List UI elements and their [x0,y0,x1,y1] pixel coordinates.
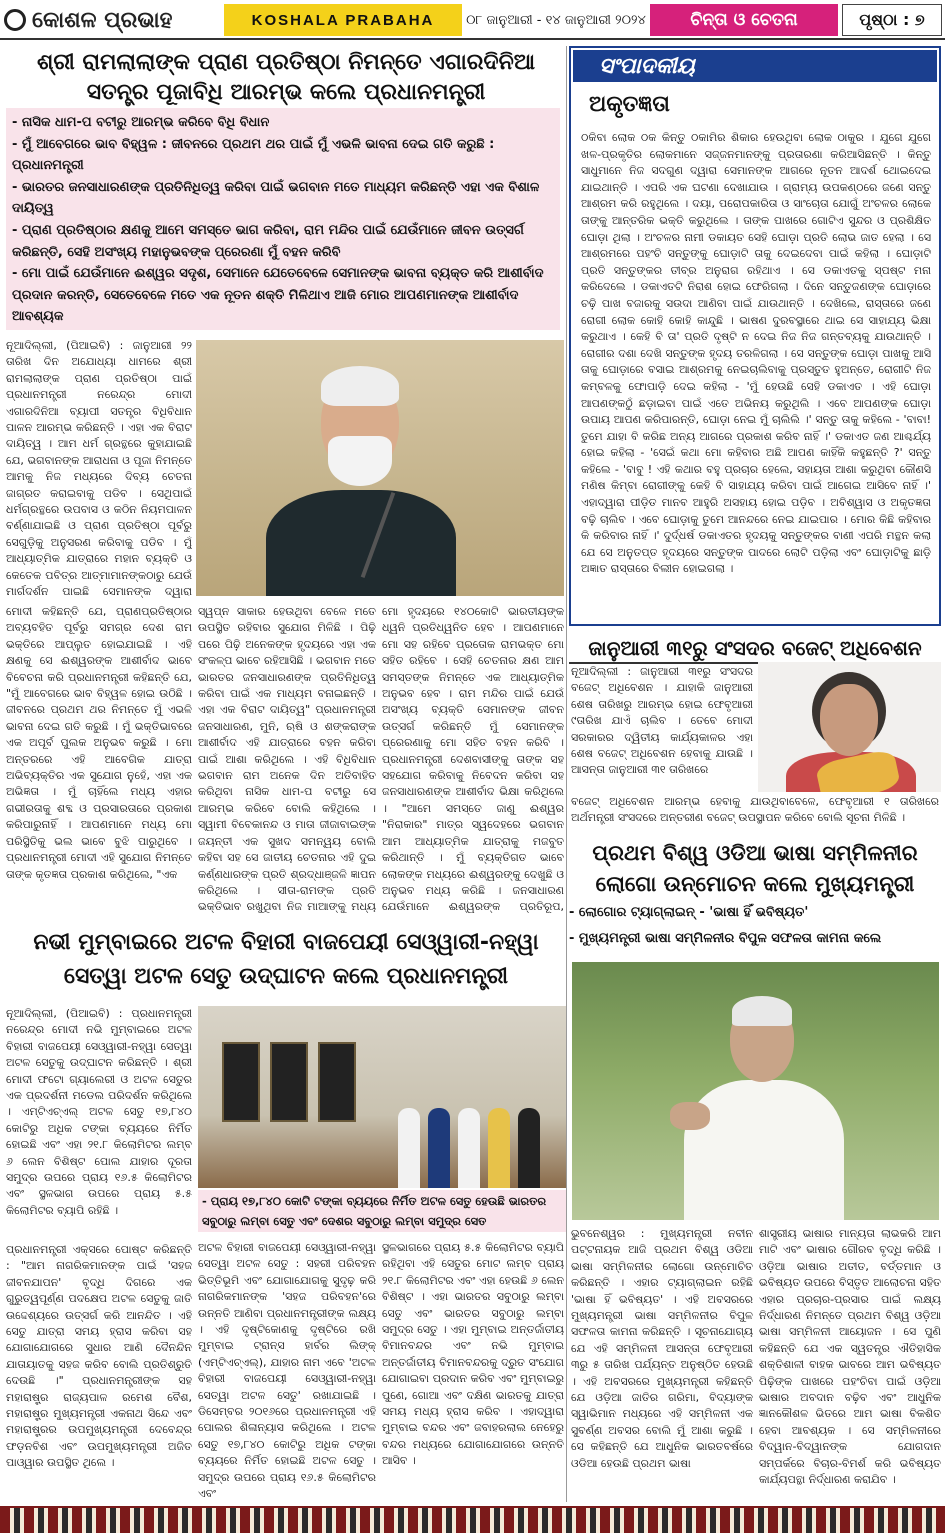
logo-text: କୋଶଳ ପ୍ରଭାହ [32,7,173,33]
section-label: ଚିନ୍ତା ଓ ଚେତନା [650,4,838,36]
atal-column-2: ଅଟଳ ବିହାରୀ ବାଜପେୟୀ ସେଓ୍ୱାରୀ-ନହ୍ୱା ସେତ୍ୱା ଅଟଳ ସେତୁ : ସହରୀ ପରିବହନ ଭିତ୍ତିଭୂମି ଏବଂ ଯୋଗାଯୋଗକୁ ସୁଦୃଢ଼ କରି ନାଗରିକମାନଙ୍କ 'ସହଜ ପରିବହନ'ରେ ଉନ୍ନତି ଆଣିବା ପ୍ରଧାନମନ୍ତ୍ରୀଙ୍କ ଲକ୍ଷ୍ୟ । ଏହି ଦୃଷ୍ଟିକୋଣକୁ ଦୃଷ୍ଟିରେ ରଖି ମୁମ୍ବାଇ ଟ୍ରାନ୍ସ ହାର୍ବର ଲିଙ୍କ୍ (ଏମ୍‌ଟିଏଚ୍‌ଏଲ୍), ଯାହାର ନାମ ଏବେ 'ଅଟଳ ବିହାରୀ ବାଜପେୟୀ ସେଓ୍ୱାରୀ-ନହ୍ୱା ସେତ୍ୱା ଅଟଳ ସେତୁ' ରଖାଯାଇଛି । ଡିସେମ୍ବର ୨୦୧୬ରେ ପ୍ରଧାନମନ୍ତ୍ରୀ ଏହି ପୋଲର ଶିଳାନ୍ୟାସ କରିଥିଲେ । ଅଟଳ ସେତୁ ୧୭,୮୪୦ କୋଟିରୁ ଅଧିକ ଟଙ୍କା ବ୍ୟୟରେ ନିର୍ମିତ ହୋଇଛି ଅଟଳ ସେତୁ । ସମୁଦ୍ର ଉପରେ ପ୍ରାୟ ୧୬.୫ କିଲୋମିଟର ଏବଂ [198,1241,376,1501]
bridge-photo-caption: - ପ୍ରାୟ ୧୭,୮୪୦ କୋଟି ଟଙ୍କା ବ୍ୟୟରେ ନିର୍ମିତ ଅଟଳ ସେତୁ ହେଉଛି ଭାରତର ସବୁଠାରୁ ଲମ୍ବା ସେତୁ ଏବଂ ଦେଶର ସବୁଠାରୁ ଲମ୍ବା ସମୁଦ୍ର ସେତ [198,1190,566,1232]
editorial-body: ଠକିବା ଲୋକ ଠକ କିନ୍ତୁ ଠକାମିର ଶିକାର ହେଉଥିବା ଲୋକ ଠାକୁର । ଯୁଗେ ଯୁଗେ ଖଳ-ପ୍ରକୃତିର ଲୋକମାନେ ସଜ୍ଜନମାନଙ୍କୁ ପ୍ରତାରଣା କରିଆସିଛନ୍ତି । କିନ୍ତୁ ସାଧୁମାନେ ନିଜ ସଦଗୁଣ ଦ୍ୱାରା ସେମାନଙ୍କ ଆଗରେ ନୂତନ ଆଦର୍ଶ ଥୋଇଦେଇ ଯାଇଥାନ୍ତି । ଏପରି ଏକ ଘଟଣା ଦେଖାଯାଉ । ଗ୍ରାମ୍ୟ ଉପକଣ୍ଠରେ ଜଣେ ସନ୍ତୁ ଆଶ୍ରମ କରି ରହୁଥିଲେ । ଦୟା, ପରୋପକାରିତା ଓ ସାଂଚୋତା ଯୋଗୁଁ ଅଂଚଳର ଲୋକେ ତାଙ୍କୁ ଆନ୍ତରିକ ଭକ୍ତି କରୁଥିଲେ । ତାଙ୍କ ପାଖରେ ଗୋଟିଏ ସୁନ୍ଦର ଓ ପ୍ରଶିକ୍ଷିତ ଘୋଡ଼ା ଥିଲା । ଅଂଚଳର ନାମୀ ଡକାୟତ ସେହି ଘୋଡ଼ା ପ୍ରତି ଲୋଭ ଜାତ ହେଲା । ସେ ଆଶ୍ରମରେ ପହଂଚି ସନ୍ତୁଙ୍କୁ ଘୋଡ଼ାଟି ତାକୁ ଦେଇଦେବା ପାଇଁ କହିଲା । ଘୋଡ଼ାଟି ପ୍ରତି ସନ୍ତୁଙ୍କର ତୀବ୍ର ଅନୁରାଗ ରହିଥାଏ । ସେ ଡକାଏତକୁ ସ୍ପଷ୍ଟ ମନା କରିଦେଲେ । ଡକାଏତଟି ନିରାଶ ହୋଇ ଫେରିଗଲା । ଦିନେ ସନ୍ତୁଜଣଙ୍କ ଘୋଡ଼ାରେ ଚଢ଼ି ପାଖ ବଜାରକୁ ସଉଦା ଆଣିବା ପାଇଁ ଯାଉଥାନ୍ତି । ଦେଖିଲେ, ରାସ୍ତାରେ ଜଣେ ରୋଗୀ ଲୋକ କୋହି କୋହି କାନ୍ଦୁଛି । ଭାଷଣ ଦୁରବସ୍ଥାରେ ଥାଇ ସେ ସାହାଯ୍ୟ ଭିକ୍ଷା କରୁଥାଏ । କେହି ବି ତା' ପ୍ରତି ଦୃଷ୍ଟି ନ ଦେଇ ନିଜ ନିଜ ଗନ୍ତବ୍ୟକୁ ଯାଉଥାନ୍ତି । ରୋଗୀର ଦଶା ଦେଖି ସନ୍ତୁଙ୍କ ହୃଦୟ ତରଳିଗଲା । ସେ ସନ୍ତୁଙ୍କ ଘୋଡ଼ା ପାଖକୁ ଆସି ତାକୁ ଘୋଡ଼ାରେ ବସାଇ ଆଶ୍ରମକୁ ନେଇଚାଲିବାକୁ ପ୍ରସ୍ତୁତ ହୁଅନ୍ତେ, ରୋଗୀଟି ନିଜ କମ୍ବଳକୁ ଫୋପାଡ଼ି ଦେଇ କହିଲା - 'ମୁଁ ହେଉଛି ସେହି ଡକାଏତ । ଏହି ଘୋଡ଼ା ଆପଣଙ୍କଠୁଁ ଛଡ଼ାଇବା ପାଇଁ ଏତେ ଅଭିନୟ କରୁଥିଲି । ଏବେ ଆପଣଙ୍କ ଘୋଡ଼ା ଉପାୟ ଆପଣ କରିପାରନ୍ତି, ଘୋଡ଼ା ନେଇ ମୁଁ ଚାଲିଲି ।' ସନ୍ତୁ ତାକୁ କହିଲେ - 'ବାବା! ତୁମେ ଯାହା ବି କରିଛ ଅନ୍ୟ ଆଗରେ ପ୍ରକାଶ କରିବ ନାହିଁ ।' ଡକାଏତ ଜଣ ଆଶ୍ଚର୍ଯ୍ୟ ହୋଇ କହିଲା - 'ସେଇଁ କଥା ମୋ କହିବାର ଅଛି ଆପଣ କାହିଁକି କହୁଛନ୍ତି ?' ସନ୍ତୁ କହିଲେ - 'ବାବୁ ! ଏହି କଥାର ବହୁ ପ୍ରଚାର ହେଲେ, ସହାୟତା ଆଶା କରୁଥିବା କୌଣସି ମଣିଷ କିମ୍ବା ରୋଗୀଙ୍କୁ କେହି ବି ସାହାଯ୍ୟ କରିବା ପାଇଁ ଆଗେଇ ଆସିବେ ନାହିଁ ।' ଏହାଦ୍ୱାରା ପୀଡ଼ିତ ମାନବ ଆହୁରି ଅସହାୟ ହୋଇ ପଡ଼ିବ । ଅବିଶ୍ୱାସ ଓ ଅକୃତଜ୍ଞତା ବଢ଼ି ଚାଲିବ । ଏବେ ଘୋଡ଼ାକୁ ତୁମେ ଆନନ୍ଦରେ ନେଇ ଯାଇପାର । ମୋର କିଛି କହିବାର କି କରିବାର ନାହିଁ ।' ଦୁର୍ଦ୍ଧର୍ଷ ଡକାଏତର ହୃଦୟକୁ ସନ୍ତୁଙ୍କର ବାଣୀ ଏପରି ମନ୍ଥନ କଲା ଯେ ସେ ଅନୁତପ୍ତ ହୃଦୟରେ ସନ୍ତୁଙ୍କ ପାଦରେ ଲୋଟି ପଡ଼ିଲା ଏବଂ ଘୋଡ଼ାଟିକୁ ଛାଡ଼ି ଅଜ୍ଞାତ ରାସ୍ତାରେ ବିଲୀନ ହୋଇଗଲା । [581,131,931,576]
lead-column-1-bottom: ମୋଦୀ କହିଛନ୍ତି ଯେ, ପ୍ରାଣପ୍ରତିଷ୍ଠାର ଅବ୍ୟବହିତ ପୂର୍ବରୁ ସମଗ୍ର ଦେଶ ରାମ ଭକ୍ତିରେ ଆପ୍ଲୁତ ହୋଇଯାଇଛି । ଏହି କ୍ଷଣକୁ ସେ ଈଶ୍ୱରଙ୍କ ଆଶୀର୍ବାଦ ଭାବେ ବିବେଚନା କରି ପ୍ରଧାନମନ୍ତ୍ରୀ କହିଛନ୍ତି ଯେ, "ମୁଁ ଆବେଗରେ ଭାବ ବିହ୍ୱଳ ହୋଇ ଉଠିଛି । ଜୀବନରେ ପ୍ରଥମ ଥର ନିମନ୍ତେ ମୁଁ ଏଭଳି ଭାବନା ଦେଇ ଗତି କରୁଛି । ମୁଁ ଭକ୍ତିଭାବରେ ଏକ ଅପୂର୍ବ ପୁଲକ ଅନୁଭବ କରୁଛି । ମୋ ଅନ୍ତରରେ ଏହି ଆବେଗିକ ଯାତ୍ରା ଅଭିବ୍ୟକ୍ତିର ଏକ ସୁଯୋଗ ନୁହେଁ, ଏହା ଏକ ଅଭିଜ୍ଞତା । ମୁଁ ଚାହିଁଲେ ମଧ୍ୟ ଏହାର ଗଭୀରତାକୁ ଶବ୍ଦ ଓ ପ୍ରସାରତାରେ ପ୍ରକାଶ କରିପାରୁନାହିଁ । ଆପଣମାନେ ମଧ୍ୟ ମୋ ପରିସ୍ଥିତିକୁ ଭଲ ଭାବେ ବୁଝି ପାରୁଥିବେ । ପ୍ରଧାନମନ୍ତ୍ରୀ ମୋଦୀ ଏହି ସୁଯୋଗ ନିମନ୍ତେ ତାଙ୍କ କୃତଜ୍ଞତା ପ୍ରକାଶ କରିଥିଲେ, "ଏକ [6,605,192,881]
parliament-body-continued: ବଜେଟ୍ ଅଧିବେଶନ ଆରମ୍ଭ ହେବାକୁ ଯାଉଥିବାବେଳେ, ଫେବୃଆରୀ ୧ ତାରିଖରେ ଅର୍ଥମନ୍ତ୍ରୀ ସଂସଦରେ ଅନ୍ତରୀଣ ବଜେଟ୍ ଉପସ୍ଥାପନ କରିବେ ବୋଲି ସୂଚନା ମିଳିଛି । [571,795,939,825]
lead-column-1-top: ନୂଆଦିଲ୍ଲୀ, (ପିଆଇବି) : ଜାନୁଆରୀ ୨୨ ତାରିଖ ଦିନ ଅଯୋଧ୍ୟା ଧାମରେ ଶ୍ରୀ ରାମଲାଲାଙ୍କ ପ୍ରାଣ ପ୍ରତିଷ୍ଠା ପାଇଁ ପ୍ରଧାନମନ୍ତ୍ରୀ ନରେନ୍ଦ୍ର ମୋଦୀ ଏଗାରଦିନିଆ ବ୍ୟାପୀ ସତନ୍ତ୍ର ବିଧିବିଧାନ ପାଳନ ଆରମ୍ଭ କରିଛନ୍ତି । ଏହା ଏକ ବିରାଟ ଦାୟିତ୍ୱ । ଆମ ଧର୍ମ ଗ୍ରନ୍ଥରେ କୁହାଯାଇଛି ଯେ, ଭଗବାନଙ୍କ ଆରାଧନା ଓ ପୂଜା ନିମନ୍ତେ ଆମକୁ ନିଜ ମଧ୍ୟରେ ଦିବ୍ୟ ଚେତନା ଜାଗ୍ରତ କରାଇବାକୁ ପଡିବ । ସେଥିପାଇଁ ଧର୍ମଗ୍ରନ୍ଥରେ ଉପବାସ ଓ କଠିନ ନିୟମପାଳନ ବର୍ଣ୍ଣାଯାଇଛି ଓ ପ୍ରାଣ ପ୍ରତିଷ୍ଠା ପୂର୍ବରୁ ସେଗୁଡ଼ିକୁ ଅନୁସରଣ କରିବାକୁ ପଡିବ । ମୁଁ ଆଧ୍ୟାତ୍ମିକ ଯାତ୍ରାରେ ମହାନ ବ୍ୟକ୍ତି ଓ କେତେକ ପବିତ୍ର ଆତ୍ମାମାନଙ୍କଠାରୁ ଯେଉଁ ମାର୍ଗଦର୍ଶନ ପାଇଛି ସେମାନଙ୍କ ଦ୍ୱାରା [6,339,192,599]
atal-column-1-top: ନୂଆଦିଲ୍ଲୀ, (ପିଆଇବି) : ପ୍ରଧାନମନ୍ତ୍ରୀ ନରେନ୍ଦ୍ର ମୋଦୀ ନଭି ମୁମ୍ବାଇରେ ଅଟଳ ବିହାରୀ ବାଜପେୟୀ ସେଓ୍ୱାରୀ-ନହ୍ୱା ସେତ୍ୱା ଅଟଳ ସେତୁକୁ ଉଦ୍‌ଘାଟନ କରିଛନ୍ତି । ଶ୍ରୀ ମୋଦୀ ଫଟୋ ଗ୍ୟାଲେରୀ ଓ ଅଟଳ ସେତୁର ଏକ ପ୍ରଦର୍ଶନୀ ମଡେଲ ପରିଦର୍ଶନ କରିଥିଲେ । ଏମ୍‌ଟିଏଚ୍‌ଏଲ୍ ଅଟଳ ସେତୁ ୧୭,୮୪୦ କୋଟିରୁ ଅଧିକ ଟଙ୍କା ବ୍ୟୟରେ ନିର୍ମିତ ହୋଇଛି ଏବଂ ଏହା ୨୧.୮ କିଲୋମିଟର ଲମ୍ବ ୬ ଲେନ ବିଶିଷ୍ଟ ପୋଲ ଯାହାର ଦୂରତା ସମୁଦ୍ର ଉପରେ ପ୍ରାୟ ୧୬.୫ କିଲୋମିଟର ଏବଂ ସ୍ଥଳଭାଗ ଉପରେ ପ୍ରାୟ ୫.୫ କିଲୋମିଟର ବ୍ୟାପି ରହିଛି । [6,1007,192,1217]
lead-highlights [6,108,560,330]
highlight-item: - ପ୍ରାଣ ପ୍ରତିଷ୍ଠାର କ୍ଷଣକୁ ଆମେ ସମସ୍ତେ ଭାଗ କରିବା, ରାମ ମନ୍ଦିର ପାଇଁ ଯେଉଁମାନେ ଜୀବନ ଉତ୍ସର୍ଗ କରିଛନ୍ତି, ସେହି ଅସଂଖ୍ୟ ମହାନୁଭବଙ୍କ ପ୍ରେରଣା ମୁଁ ବହନ କରିବି [12,222,524,260]
issue-date: ୦୮ ଜାନୁଆରୀ - ୧୪ ଜାନୁଆରୀ ୨୦୨୪ [466,12,646,28]
english-title: KOSHALA PRABAHA [224,4,462,36]
masthead [0,0,945,40]
highlight-item: - ମୋ ପାଇଁ ଯେଉଁମାନେ ଈଶ୍ୱର ସଦୃଶ, ସେମାନେ ଯେତେବେଳେ ସେମାନଙ୍କ ଭାବନା ବ୍ୟକ୍ତ କରି ଆଶୀର୍ବାଦ ପ୍ରଦାନ କରନ୍ତି, ସେତେବେଳେ ମତେ ଏକ ନୂତନ ଶକ୍ତି ମିଳିଥାଏ ଆଜି ମୋର ଆପଣମାନଙ୍କ ଆଶୀର୍ବାଦ ଆବଶ୍ୟକ [12,266,544,325]
highlight-item: - ମୁଁ ଆବେଗରେ ଭାବ ବିହ୍ୱଳ : ଜୀବନରେ ପ୍ରଥମ ଥର ପାଇଁ ମୁଁ ଏଭଳି ଭାବନା ଦେଇ ଗତି କରୁଛି : ପ୍ରଧାନମନ୍ତ୍ରୀ [12,136,495,174]
editorial-title: ଅକୃତଜ୍ଞତା [589,92,670,117]
parliament-headline: ଜାନୁଆରୀ ୩୧ରୁ ସଂସଦର ବଜେଟ୍ ଅଧିବେଶନ [569,634,941,664]
atal-setu-headline: ନଭୀ ମୁମ୍ବାଇରେ ଅଟଳ ବିହାରୀ ବାଜପେୟୀ ସେଓ୍ୱାରୀ-ନହ୍ୱା ସେତ୍ୱା ଅଟଳ ସେତୁ ଉଦ୍‌ଘାଟନ କଲେ ପ୍ରଧାନମନ୍ତ୍ରୀ [33,930,539,989]
lead-headline: ଶ୍ରୀ ରାମଲାଲାଙ୍କ ପ୍ରାଣ ପ୍ରତିଷ୍ଠା ନିମନ୍ତେ ଏଗାରଦିନିଆ ସତନ୍ତ୍ର ପୂଜାବିଧି ଆରମ୍ଭ କଲେ ପ୍ରଧାନମନ୍ତ୍ରୀ [36,50,536,105]
atal-column-3: ସ୍ଥଳଭାଗରେ ପ୍ରାୟ ୫.୫ କିଲୋମିଟର ବ୍ୟାପି ରହିଥିବା ଏହି ସେତୁର ମୋଟ ଲମ୍ବ ପ୍ରାୟ ୨୧.୮ କିଲୋମିଟର ଏବଂ ଏହା ହେଉଛି ୬ ଲେନ ବିଶିଷ୍ଟ । ଏହା ଭାରତର ସବୁଠାରୁ ଲମ୍ବା ସେତୁ ଏବଂ ଭାରତର ସବୁଠାରୁ ଲମ୍ବା ସମୁଦ୍ର ସେତୁ । ଏହା ମୁମ୍ବାଇ ଅନ୍ତର୍ଜାତୀୟ ବିମାନବନ୍ଦର ଏବଂ ନଭି ମୁମ୍ବାଇ ଅନ୍ତର୍ଜାତୀୟ ବିମାନବନ୍ଦରକୁ ଦ୍ରୁତ ସଂଯୋଗ ଯୋଗାଇବା ପ୍ରଦାନ କରିବ ଏବଂ ମୁମ୍ବାଇରୁ ପୁଣେ, ଗୋଆ ଏବଂ ଦକ୍ଷିଣ ଭାରତକୁ ଯାତ୍ରା ସମୟ ମଧ୍ୟ ହ୍ରାସ କରିବ । ଏହାଦ୍ୱାରା ମୁମ୍ବାଇ ବନ୍ଦର ଏବଂ ଜବାହରଲାଲ ନେହେରୁ ବନ୍ଦର ମଧ୍ୟରେ ଯୋଗାଯୋଗରେ ଉନ୍ନତି ଆସିବ । [382,1241,564,1468]
atal-column-1-bottom: ପ୍ରଧାନମନ୍ତ୍ରୀ ଏକ୍ସରେ ପୋଷ୍ଟ କରିଛନ୍ତି : "ଆମ ନାଗରିକମାନଙ୍କ ପାଇଁ 'ସହଜ ଜୀବନଯାପନ' ବୃଦ୍ଧି ଦିଗରେ ଏକ ଗୁରୁତ୍ୱପୂର୍ଣ୍ଣ ପଦକ୍ଷେପ ଅଟଳ ସେତୁକୁ ଜାତି ଉଦ୍ଦେଶ୍ୟରେ ଉତ୍ସର୍ଗ କରି ଆନନ୍ଦିତ । ଏହି ସେତୁ ଯାତ୍ରା ସମୟ ହ୍ରାସ କରିବା ସହ ଯୋଗାଯୋଗରେ ସୁଧାର ଆଣି ଦୈନନ୍ଦିନ ଯାତାୟାତକୁ ସହଜ କରିବ ବୋଲି ପ୍ରତିଶ୍ରୁତି ଦେଉଛି ।" ପ୍ରଧାନମନ୍ତ୍ରୀଙ୍କ ସହ ମହାରାଷ୍ଟ୍ର ରାଜ୍ୟପାଳ ରମେଶ ବୈଶ, ମହାରାଷ୍ଟ୍ର ମୁଖ୍ୟମନ୍ତ୍ରୀ ଏକନାଥ ସିନ୍ଦେ ଏବଂ ମହାରାଷ୍ଟ୍ରର ଉପମୁଖ୍ୟମନ୍ତ୍ରୀ ଦେବେନ୍ଦ୍ର ଫଡ଼ନବିଶ ଏବଂ ଉପମୁଖ୍ୟମନ୍ତ୍ରୀ ଅଜିତ ପାଓ୍ୱାର ଉପସ୍ଥିତ ଥିଲେ । [6,1243,192,1470]
odia-conference-column-2: ଶାସ୍ତ୍ରୀୟ ଭାଷାର ମାନ୍ୟତା ଲାଭକରି ଆମ ମାଟି ଏବଂ ଭାଷାର ଗୌରବ ବୃଦ୍ଧି କରିଛି । ଓଡ଼ିଆ ଭାଷାର ଅତୀତ, ବର୍ତ୍ତମାନ ଓ ଭବିଷ୍ୟତ ଉପରେ ବିସ୍ତୃତ ଆଲୋଚନା ସହିତ ଏହାର ପ୍ରଚାର-ପ୍ରସାର ପାଇଁ ଲକ୍ଷ୍ୟ ନିର୍ଦ୍ଧାରଣ ନିମନ୍ତେ ପ୍ରଥମ ବିଶ୍ୱ ଓଡ଼ିଆ ଭାଷା ସମ୍ମିଳନୀ ଆୟୋଜନ । ସେ ପୁଣି କହିଛନ୍ତି ଯେ ଏକ ସ୍ୱତନ୍ତ୍ର ଐତିହାସିକ ଶକ୍ତିଶାଳୀ ବାହକ ଭାବରେ ଆମ ଭବିଷ୍ୟତ ପିଢ଼ିଙ୍କ ପାଖରେ ପହଂଚିବା ପାଇଁ ଓଡ଼ିଆ ଭାଷାର ଅବଦାନ ବଢ଼ିବ ଏବଂ ଆଧୁନିକ ଜ୍ଞାନକୌଶଳ ଭିତରେ ଆମ ଭାଷା ବିକଶିତ ହେବା ଆବଶ୍ୟକ । ସେ ସମ୍ମିଳନୀରେ ବିଦ୍ୱାନ-ବିଦ୍ୱାନଙ୍କ ଯୋଗଦାନ ସମ୍ପର୍କରେ ବିଚାର-ବିମର୍ଶ କରି ଭବିଷ୍ୟତ କାର୍ଯ୍ୟପନ୍ଥା ନିର୍ଦ୍ଧାରଣ କରାଯିବ । [759,1227,941,1487]
finance-minister-photo [758,662,941,792]
decorative-footer-border [0,1506,945,1533]
pm-photo [196,340,564,596]
highlight-item: - ନାସିକ ଧାମ-ପ ବଟୀରୁ ଆରମ୍ଭ କରିବେ ବିଧି ବିଧାନ [12,115,270,130]
highlight-item: - ଭାରତର ଜନସାଧାରଣଙ୍କ ପ୍ରତିନିଧିତ୍ୱ କରିବା ପାଇଁ ଭଗବାନ ମତେ ମାଧ୍ୟମ କରିଛନ୍ତି ଏହା ଏକ ବିଶାଳ ଦାୟିତ୍ୱ [12,179,540,217]
odia-conference-column-1: ଭୁବନେଶ୍ୱର : ମୁଖ୍ୟମନ୍ତ୍ରୀ ନବୀନ ପଟ୍ଟନାୟକ ଆଜି ପ୍ରଥମ ବିଶ୍ୱ ଓଡିଆ ଭାଷା ସମ୍ମିଳନୀର ଲୋଗୋ ଉନ୍ମୋଚିତ କରିଛନ୍ତି । ଏହାର ଟ୍ୟାଗ୍‌ଲାଇନ ରହିଛି 'ଭାଷା ହିଁ ଭବିଷ୍ୟତ' । ଏହି ଅବସରରେ ମୁଖ୍ୟମନ୍ତ୍ରୀ ଭାଷା ସମ୍ମିଳନୀର ବିପୁଳ ସଫଳତା କାମନା କରିଛନ୍ତି । ସୂଚନାଯୋଗ୍ୟ ଯେ ଏହି ସମ୍ମିଳନୀ ଆସନ୍ତା ଫେବୃଆରୀ ୩ରୁ ୫ ତାରିଖ ପର୍ଯ୍ୟନ୍ତ ଅନୁଷ୍ଠିତ ହେଉଛି । ଏହି ଅବସରରେ ମୁଖ୍ୟମନ୍ତ୍ରୀ କହିଛନ୍ତି ଯେ ଓଡ଼ିଆ ଜାତିର ଗରିମା, ବିଦ୍ୟାଙ୍କ ସ୍ୱାଭିମାନ ମଧ୍ୟରେ ଏହି ସମ୍ମିଳନୀ ଏକ ସୁବର୍ଣ୍ଣ ଅବସର ବୋଲି ମୁଁ ଆଶା କରୁଛି । ସେ କହିଛନ୍ତି ଯେ ଆଧୁନିକ ଭାରତବର୍ଷରେ ଓଡିଆ ହେଉଛି ପ୍ରଥମ ଭାଷା [571,1227,753,1470]
highlight-item: - ଲୋଗୋର ଟ୍ୟାଗ୍‌ଲାଇନ୍ - 'ଭାଷା ହିଁ ଭବିଷ୍ୟତ' [569,905,809,920]
odia-conference-highlights [569,900,941,952]
highlight-item: - ମୁଖ୍ୟମନ୍ତ୍ରୀ ଭାଷା ସମ୍ମିଳନୀର ବିପୁଳ ସଫଳତା କାମନା କଲେ [569,931,882,946]
page-number: ପୃଷ୍ଠା : ୭ [842,4,942,36]
newspaper-logo [4,4,218,36]
lead-column-3: ମୋ ହୃଦୟରେ ୧୪୦କୋଟି ଭାରତୀୟଙ୍କ ଧ୍ୱନି ପ୍ରତିଧ୍ୱନିତ ହେବ । ଆପଣମାନେ ମୋ ସହ ରହିବେ ପ୍ରତୋକ ରାମଭକ୍ତ ମୋ ସହିତ ରହିବେ । ସେହି ଚେତନାର କ୍ଷଣ ଆମ ସମସ୍ତଙ୍କ ନିମନ୍ତେ ଏକ ଆଧ୍ୟାତ୍ମିକ ଅନୁଭବ ହେବ । ରାମ ମନ୍ଦିର ପାଇଁ ଯେଉଁ ଅସଂଖ୍ୟ ବ୍ୟକ୍ତି ସେମାନଙ୍କ ଜୀବନ ଉତ୍ସର୍ଗ କରିଛନ୍ତି ମୁଁ ସେମାନଙ୍କ ପ୍ରେରଣାକୁ ମୋ ସହିତ ବହନ କରିବି । ପ୍ରଧାନମନ୍ତ୍ରୀ ଦେଶବାସୀଙ୍କୁ ତାଙ୍କ ସହ ସହଯୋଗ କରିବାକୁ ନିବେଦନ କରିବା ସହ ଜନସାଧାରଣଙ୍କ ଆଶୀର୍ବାଦ ଭିକ୍ଷା କରିଥିଲେ । "ଆମେ ସମସ୍ତେ ଜାଣୁ ଈଶ୍ୱର "ନିରାକାର" ମାତ୍ର ସ୍ୱଦେହରେ ଭଗବାନ ଆମ ଆଧ୍ୟାତ୍ମିକ ଯାତ୍ରାକୁ ମଜବୁତ କରିଥାନ୍ତି । ମୁଁ ବ୍ୟକ୍ତିଗତ ଭାବେ ଲୋକଙ୍କ ମଧ୍ୟରେ ଈଶ୍ୱରଙ୍କୁ ଦେଖୁଛି ଓ ଅନୁଭବ ମଧ୍ୟ କରିଛି । ଜନସାଧାରଣ ଯେଉଁମାନେ ଈଶ୍ୱରଙ୍କ ପ୍ରତିରୂପ, [382,605,564,914]
logo-emblem-icon [4,9,26,31]
editorial-box [569,46,941,626]
parliament-body: ନୂଆଦିଲ୍ଲୀ : ଜାନୁଆରୀ ୩୧ରୁ ସଂସଦର ବଜେଟ୍ ଅଧିବେଶନ । ଯାହାକି ଜାନୁଆରୀ ଶେଷ ତାରିଖରୁ ଆରମ୍ଭ ହୋଇ ଫେବୃଆରୀ ୯ତାରିଖ ଯାଏଁ ଚାଲିବ । ତେବେ ମୋଦୀ ସରକାରର ଦ୍ୱିତୀୟ କାର୍ଯ୍ୟକାଳର ଏହା ଶେଷ ବଜେଟ୍ ଅଧିବେଶନ ହେବାକୁ ଯାଉଛି । ଆସନ୍ତା ଜାନୁଆରୀ ୩୧ ତାରିଖରେ [571,665,753,777]
chief-minister-photo [572,962,939,1220]
bridge-inauguration-photo [198,1006,566,1188]
odia-conference-headline: ପ୍ରଥମ ବିଶ୍ୱ ଓଡିଆ ଭାଷା ସମ୍ମିଳନୀର ଲୋଗୋ ଉନ୍ମୋଚନ କଲେ ମୁଖ୍ୟମନ୍ତ୍ରୀ [592,841,918,896]
lead-column-2: ସ୍ୱପ୍ନ ସାକାର ହେଉଥିବା ବେଳେ ମତେ ଉପସ୍ଥିତ ରହିବାର ସୁଯୋଗ ମିଳିଛି । ପିଢ଼ି ପରେ ପିଢ଼ି ଅନେକଙ୍କ ହୃଦୟରେ ଏହା ଏକ ସଂକଳ୍ପ ଭାବେ ରହିଆସିଛି । ଭଗବାନ ମତେ ଭାରତର ଜନସାଧାରଣଙ୍କ ପ୍ରତିନିଧିତ୍ୱ କରିବା ପାଇଁ ଏକ ମାଧ୍ୟମ ବନାଇଛନ୍ତି । ଏହା ଏକ ବିରାଟ ଦାୟିତ୍ୱ" ପ୍ରଧାନମନ୍ତ୍ରୀ ଜନସାଧାରଣ, ମୁନି, ଋଷି ଓ ଶଙ୍କରାଙ୍କ ଆଶୀର୍ବାଦ ଏହି ଯାତ୍ରାରେ ବହନ କରିବା ପାଇଁ ଆଶା କରିଥିଲେ । ଏହି ବିଧିବିଧାନ ଭଗବାନ ରାମ ଅନେକ ଦିନ ଅତିବାହିତ କରିଥିବା ନାସିକ ଧାମ-ପ ବଟୀରୁ ସେ ଆରମ୍ଭ କରିବେ ବୋଲି କହିଥିଲେ । ସ୍ୱାମୀ ବିବେକାନନ୍ଦ ଓ ମାତା ଜୀଜାବାଇଙ୍କ ଜୟନ୍ତୀ ଏକ ସୁଖଦ ସମନ୍ୱୟ ବୋଲି କହିବା ସହ ସେ ଜାତୀୟ ଚେତନାର ଏହି ଦୁଇ କର୍ଣ୍ଣଧାରଙ୍କ ପ୍ରତି ଶ୍ରଦ୍ଧାଞ୍ଜଳି ଜ୍ଞାପନ କରିଥିଲେ । ସୀତା-ରାମଙ୍କ ପ୍ରତି ଭକ୍ତିଭାବ ରଖୁଥିବା ନିଜ ମାଆଙ୍କୁ ମଧ୍ୟ [198,605,376,914]
editorial-banner: ସଂପାଦକୀୟ [573,50,937,82]
